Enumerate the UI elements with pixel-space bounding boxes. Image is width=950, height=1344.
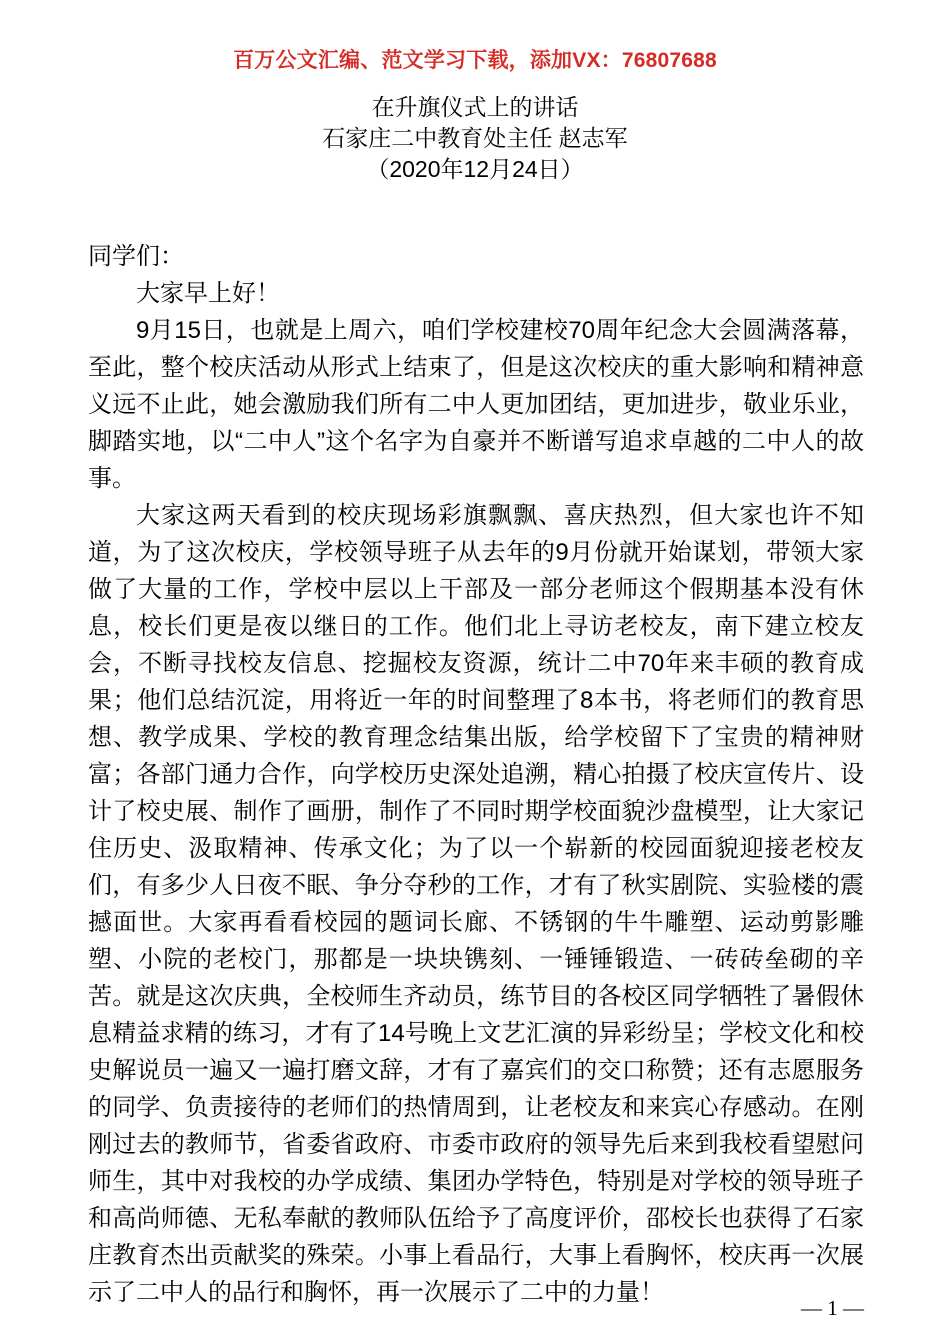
- body-paragraph: 大家这两天看到的校庆现场彩旗飘飘、喜庆热烈，但大家也许不知道，为了这次校庆，学校领导班子从去年的9月份就开始谋划，带领大家做了大量的工作，学校中层以上干部及一部分老师这个假期基本没有休息，校长们更是夜以继日的工作。他们北上寻访老校友，南下建立校友会，不断寻找校友信息、挖掘校友资源，统计二中70年来丰硕的教育成果；他们总结沉淀，用将近一年的时间整理了8本书，将老师们的教育思想、教学成果、学校的教育理念结集出版，给学校留下了宝贵的精神财富；各部门通力合作，向学校历史深处追溯，精心拍摄了校庆宣传片、设计了校史展、制作了画册，制作了不同时期学校面貌沙盘模型，让大家记住历史、汲取精神、传承文化；为了以一个崭新的校园面貌迎接老校友们，有多少人日夜不眠、争分夺秒的工作，才有了秋实剧院、实验楼的震撼面世。大家再看看校园的题词长廊、不锈钢的牛牛雕塑、运动剪影雕塑、小院的老校门，那都是一块块镌刻、一锤锤锻造、一砖砖垒砌的辛苦。就是这次庆典，全校师生齐动员，练节目的各校区同学牺牲了暑假休息精益求精的练习，才有了14号晚上文艺汇演的异彩纷呈；学校文化和校史解说员一遍又一遍打磨文辞，才有了嘉宾们的交口称赞；还有志愿服务的同学、负责接待的老师们的热情周到，让老校友和来宾心存感动。在刚刚过去的教师节，省委省政府、市委市政府的领导先后来到我校看望慰问师生，其中对我校的办学成绩、集团办学特色，特别是对学校的领导班子和高尚师德、无私奉献的教师队伍给予了高度评价，邵校长也获得了石家庄教育杰出贡献奖的殊荣。小事上看品行，大事上看胸怀，校庆再一次展示了二中人的品行和胸怀，再一次展示了二中的力量！: [88, 502, 864, 1306]
- salutation-line: 同学们：: [88, 243, 184, 270]
- document-date: （2020年12月24日）: [366, 156, 584, 182]
- title-block: [0, 92, 950, 185]
- body-paragraph: 大家早上好！: [136, 280, 280, 307]
- promo-banner: 百万公文汇编、范文学习下载，添加VX：76807688: [233, 49, 717, 72]
- document-body: [88, 238, 864, 1311]
- page-title: 在升旗仪式上的讲话: [371, 94, 579, 120]
- document-byline: 石家庄二中教育处主任 赵志军: [322, 125, 628, 151]
- page-number: — 1 —: [801, 1296, 864, 1320]
- body-paragraph: 9月15日，也就是上周六，咱们学校建校70周年纪念大会圆满落幕，至此，整个校庆活动从形式上结束了，但是这次校庆的重大影响和精神意义远不止此，她会激励我们所有二中人更加团结，更加进步，敬业乐业，脚踏实地，以“二中人”这个名字为自豪并不断谱写追求卓越的二中人的故事。: [88, 317, 864, 492]
